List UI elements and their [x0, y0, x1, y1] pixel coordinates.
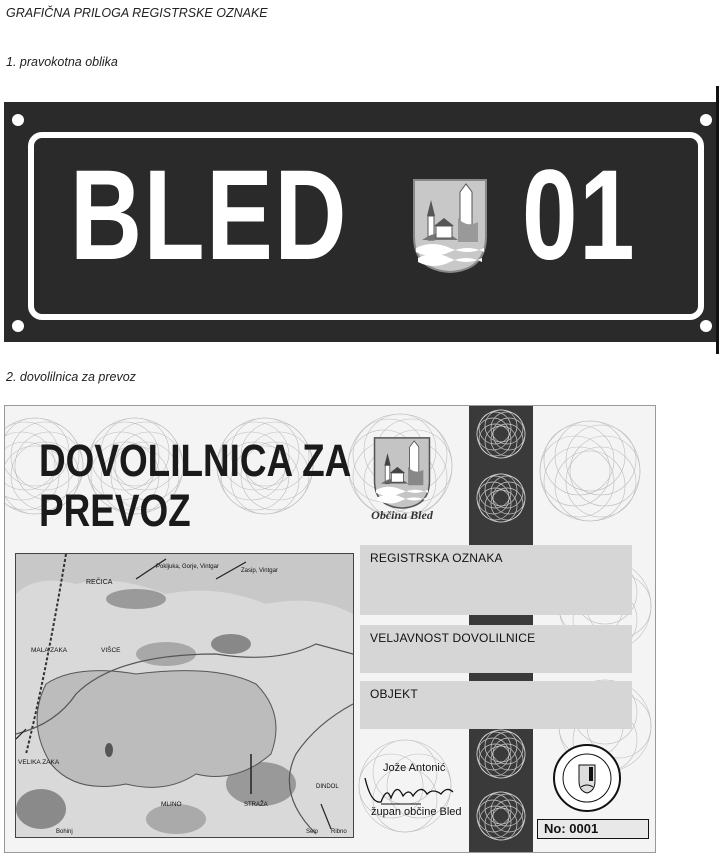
section-2-caption: 2. dovolilnica za prevoz: [6, 370, 136, 384]
handwritten-signature: [361, 774, 461, 810]
signatory-role: župan občine Bled: [371, 806, 462, 818]
municipality-coat-of-arms-icon: [373, 436, 431, 510]
plate-left-text: BLED: [70, 144, 349, 287]
municipality-name: Občina Bled: [371, 508, 433, 522]
mount-hole-top-right: [700, 114, 712, 126]
map-label-pokljuka: Pokljuka, Gorje, Vintgar: [156, 564, 219, 570]
field-objekt[interactable]: [360, 681, 632, 729]
map-label-visce: VIŠCE: [101, 647, 121, 654]
permit-title: [39, 436, 351, 536]
permit-title-line-1: DOVOLILNICA ZA: [39, 435, 352, 486]
map-label-straza: STRAŽA: [244, 802, 268, 808]
map-label-ribno: Ribno: [331, 829, 347, 835]
map-label-zasip: Zasip, Vintgar: [241, 568, 278, 574]
signatory-name: Jože Antonić: [383, 762, 446, 774]
transport-permit-card: [4, 405, 656, 853]
mount-hole-bottom-left: [12, 320, 24, 332]
map-label-mlino: MLINO: [161, 801, 182, 808]
bled-coat-of-arms-icon: [412, 178, 488, 274]
map-label-selo: Selo: [306, 829, 319, 835]
field-label: REGISTRSKA OZNAKA: [370, 551, 503, 565]
section-1-caption: 1. pravokotna oblika: [6, 55, 118, 69]
field-registrska-oznaka[interactable]: [360, 545, 632, 615]
field-label: VELJAVNOST DOVOLILNICE: [370, 631, 536, 645]
bled-area-map: [15, 553, 354, 838]
map-label-recica: REČICA: [86, 579, 113, 586]
map-label-dindol: DINDOL: [316, 784, 339, 790]
map-label-mala-zaka: MALA ZAKA: [31, 647, 68, 654]
map-label-velika-zaka: VELIKA ZAKA: [18, 759, 60, 766]
mount-hole-bottom-right: [700, 320, 712, 332]
license-plate: [4, 102, 716, 342]
plate-right-text: 01: [522, 144, 637, 287]
permit-title-line-2: PREVOZ: [39, 485, 191, 536]
mayor-seal-stamp: [552, 743, 622, 813]
mount-hole-top-left: [12, 114, 24, 126]
page-heading: GRAFIČNA PRILOGA REGISTRSKE OZNAKE: [6, 6, 268, 20]
map-label-bohinj: Bohinj: [56, 829, 73, 835]
permit-number: No: 0001: [537, 819, 649, 839]
field-veljavnost-dovolilnice[interactable]: [360, 625, 632, 673]
field-label: OBJEKT: [370, 687, 418, 701]
plate-edge-line: [716, 86, 719, 354]
